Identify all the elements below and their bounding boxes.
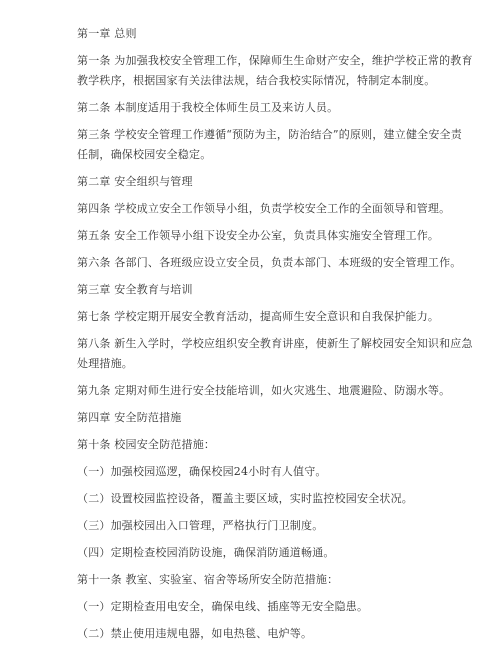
article-3-line-1: 第三条 学校安全管理工作遵循“预防为主，防治结合”的原则，建立健全安全责 xyxy=(77,128,462,141)
article-4: 第四条 学校成立安全工作领导小组，负责学校安全工作的全面领导和管理。 xyxy=(77,202,451,215)
article-1-line-1: 第一条 为加强我校安全管理工作，保障师生生命财产安全，维护学校正常的教育 xyxy=(77,54,473,67)
article-3-line-2: 任制，确保校园安全稳定。 xyxy=(77,148,212,161)
article-10-item-3: （三）加强校园出入口管理，严格执行门卫制度。 xyxy=(77,519,324,532)
chapter-3-heading: 第三章 安全教育与培训 xyxy=(77,283,193,296)
article-7: 第七条 学校定期开展安全教育活动，提高师生安全意识和自我保护能力。 xyxy=(77,310,440,323)
chapter-4-heading: 第四章 安全防范措施 xyxy=(77,411,182,424)
article-11: 第十一条 教室、实验室、宿舍等场所安全防范措施： xyxy=(77,573,339,586)
article-11-item-1: （一）定期检查用电安全，确保电线、插座等无安全隐患。 xyxy=(77,600,369,613)
article-5: 第五条 安全工作领导小组下设安全办公室，负责具体实施安全管理工作。 xyxy=(77,229,440,242)
article-9: 第九条 定期对师生进行安全技能培训，如火灾逃生、地震避险、防溺水等。 xyxy=(77,384,451,397)
article-6: 第六条 各部门、各班级应设立安全员，负责本部门、本班级的安全管理工作。 xyxy=(77,256,462,269)
article-10-item-4: （四）定期检查校园消防设施，确保消防通道畅通。 xyxy=(77,546,335,559)
article-11-item-2: （二）禁止使用违规电器，如电热毯、电炉等。 xyxy=(77,627,313,640)
article-8-line-2: 处理措施。 xyxy=(77,357,133,370)
article-10-item-2: （二）设置校园监控设备，覆盖主要区域，实时监控校园安全状况。 xyxy=(77,492,413,505)
chapter-2-heading: 第二章 安全组织与管理 xyxy=(77,175,193,188)
article-10: 第十条 校园安全防范措施： xyxy=(77,438,216,451)
article-1-line-2: 教学秩序，根据国家有关法律法规，结合我校实际情况，特制定本制度。 xyxy=(77,74,436,87)
article-8-line-1: 第八条 新生入学时，学校应组织安全教育讲座，使新生了解校园安全知识和应急 xyxy=(77,337,473,350)
article-10-item-1: （一）加强校园巡逻，确保校园24小时有人值守。 xyxy=(77,465,327,478)
article-2: 第二条 本制度适用于我校全体师生员工及来访人员。 xyxy=(77,101,339,114)
chapter-1-heading: 第一章 总则 xyxy=(77,27,137,40)
